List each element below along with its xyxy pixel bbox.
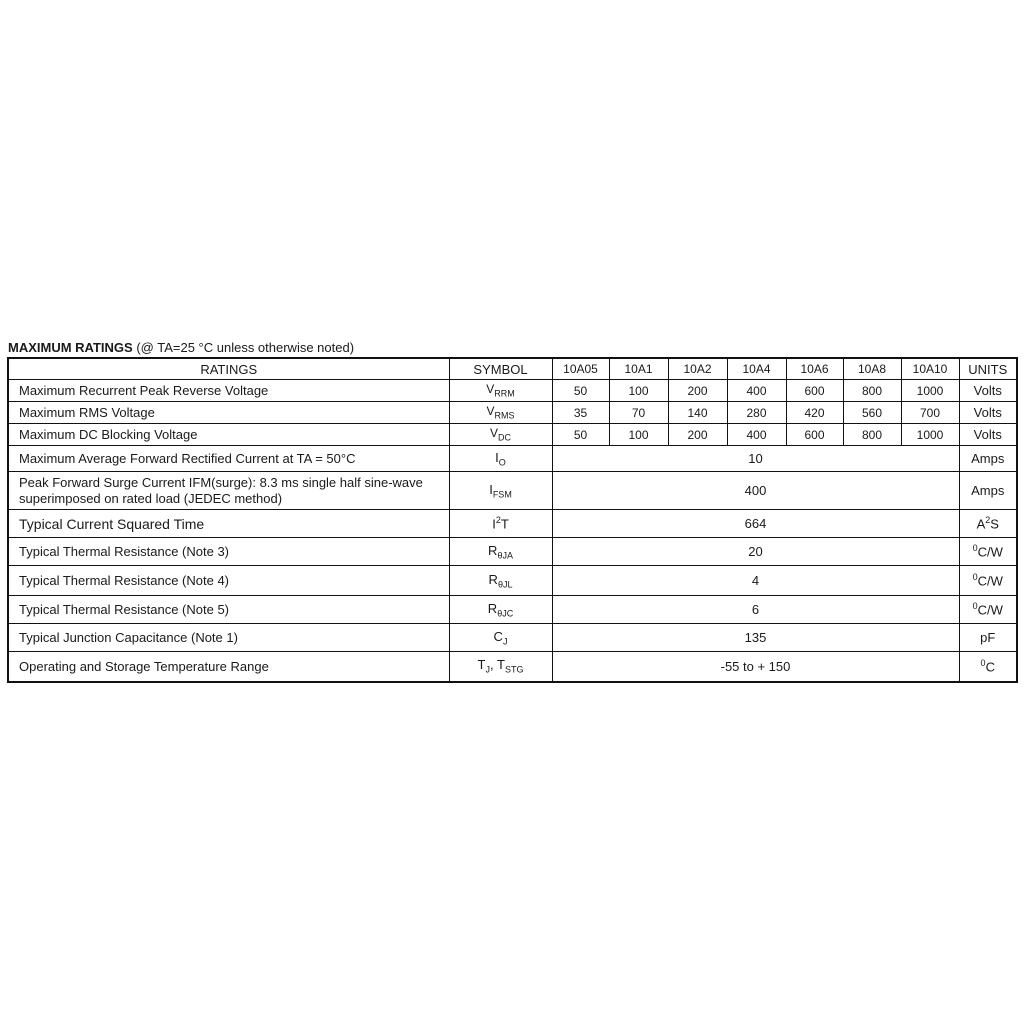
- unit-cell: $A^2S$: [959, 510, 1017, 538]
- value-cell: 400: [727, 380, 786, 402]
- value-cell: 280: [727, 402, 786, 424]
- unit-cell: Amps: [959, 472, 1017, 510]
- unit-cell: $^0$C/W: [959, 538, 1017, 566]
- rating-label: Typical Thermal Resistance (Note 4): [8, 566, 449, 596]
- value-cell: 400: [727, 424, 786, 446]
- table-row: [8, 624, 1017, 652]
- unit-cell: Volts: [959, 380, 1017, 402]
- symbol-cell: $I^2T$: [449, 510, 552, 538]
- value-cell: 20: [552, 538, 959, 566]
- rating-label: Maximum RMS Voltage: [8, 402, 449, 424]
- col-header-symbol: SYMBOL: [449, 358, 552, 380]
- rating-label: Typical Junction Capacitance (Note 1): [8, 624, 449, 652]
- value-cell: 560: [843, 402, 901, 424]
- col-header-part: 10A6: [786, 358, 843, 380]
- symbol-cell: $V_{DC}$: [449, 424, 552, 446]
- value-cell: 700: [901, 402, 959, 424]
- value-cell: 200: [668, 380, 727, 402]
- value-cell: 10: [552, 446, 959, 472]
- value-cell: 1000: [901, 424, 959, 446]
- rating-label: Maximum Recurrent Peak Reverse Voltage: [8, 380, 449, 402]
- value-cell: 70: [609, 402, 668, 424]
- unit-cell: $^0$C/W: [959, 566, 1017, 596]
- value-cell: 800: [843, 424, 901, 446]
- rating-label: Operating and Storage Temperature Range: [8, 652, 449, 682]
- rating-label: Typical Thermal Resistance (Note 5): [8, 596, 449, 624]
- value-cell: 140: [668, 402, 727, 424]
- col-header-part: 10A4: [727, 358, 786, 380]
- rating-label: Typical Current Squared Time: [8, 510, 449, 538]
- col-header-part: 10A8: [843, 358, 901, 380]
- col-header-part: 10A1: [609, 358, 668, 380]
- symbol-cell: $R_{\theta JA}$: [449, 538, 552, 566]
- unit-cell: Volts: [959, 402, 1017, 424]
- value-cell: 100: [609, 424, 668, 446]
- heading-note: (@ TA=25 °C unless otherwise noted): [136, 340, 355, 355]
- value-cell: 200: [668, 424, 727, 446]
- unit-cell: $^0$C/W: [959, 596, 1017, 624]
- value-cell: 1000: [901, 380, 959, 402]
- value-cell: 135: [552, 624, 959, 652]
- value-cell: 800: [843, 380, 901, 402]
- table-row: [8, 538, 1017, 566]
- value-cell: 50: [552, 380, 609, 402]
- rating-label: Maximum Average Forward Rectified Current at TA = 50°C: [8, 446, 449, 472]
- table-row: [8, 510, 1017, 538]
- maximum-ratings-table: [7, 357, 1018, 683]
- unit-cell: Volts: [959, 424, 1017, 446]
- symbol-cell: $I_O$: [449, 446, 552, 472]
- value-cell: 6: [552, 596, 959, 624]
- unit-cell: pF: [959, 624, 1017, 652]
- value-cell: -55 to + 150: [552, 652, 959, 682]
- table-row: [8, 402, 1017, 424]
- symbol-cell: $R_{\theta JL}$: [449, 566, 552, 596]
- col-header-part: 10A05: [552, 358, 609, 380]
- rating-label: Maximum DC Blocking Voltage: [8, 424, 449, 446]
- table-row: [8, 424, 1017, 446]
- col-header-part: 10A10: [901, 358, 959, 380]
- table-row: [8, 596, 1017, 624]
- rating-label: Peak Forward Surge Current IFM(surge): 8.3 ms single half sine-wave superimposed on rated load (JEDEC method): [8, 472, 449, 510]
- table-heading: [8, 340, 354, 355]
- symbol-cell: $T_J$, $T_{STG}$: [449, 652, 552, 682]
- header-row: [8, 358, 1017, 380]
- value-cell: 600: [786, 380, 843, 402]
- symbol-cell: $V_{RMS}$: [449, 402, 552, 424]
- heading-title: MAXIMUM RATINGS: [8, 340, 133, 355]
- table-row: [8, 380, 1017, 402]
- value-cell: 50: [552, 424, 609, 446]
- value-cell: 100: [609, 380, 668, 402]
- value-cell: 600: [786, 424, 843, 446]
- value-cell: 35: [552, 402, 609, 424]
- table-row: [8, 566, 1017, 596]
- symbol-cell: $C_J$: [449, 624, 552, 652]
- table-row: [8, 472, 1017, 510]
- col-header-part: 10A2: [668, 358, 727, 380]
- value-cell: 400: [552, 472, 959, 510]
- value-cell: 4: [552, 566, 959, 596]
- table-row: [8, 446, 1017, 472]
- unit-cell: $^0$C: [959, 652, 1017, 682]
- symbol-cell: $I_{FSM}$: [449, 472, 552, 510]
- value-cell: 664: [552, 510, 959, 538]
- col-header-units: UNITS: [959, 358, 1017, 380]
- value-cell: 420: [786, 402, 843, 424]
- symbol-cell: $V_{RRM}$: [449, 380, 552, 402]
- col-header-ratings: RATINGS: [8, 358, 449, 380]
- rating-label: Typical Thermal Resistance (Note 3): [8, 538, 449, 566]
- symbol-cell: $R_{\theta JC}$: [449, 596, 552, 624]
- table-row: [8, 652, 1017, 682]
- unit-cell: Amps: [959, 446, 1017, 472]
